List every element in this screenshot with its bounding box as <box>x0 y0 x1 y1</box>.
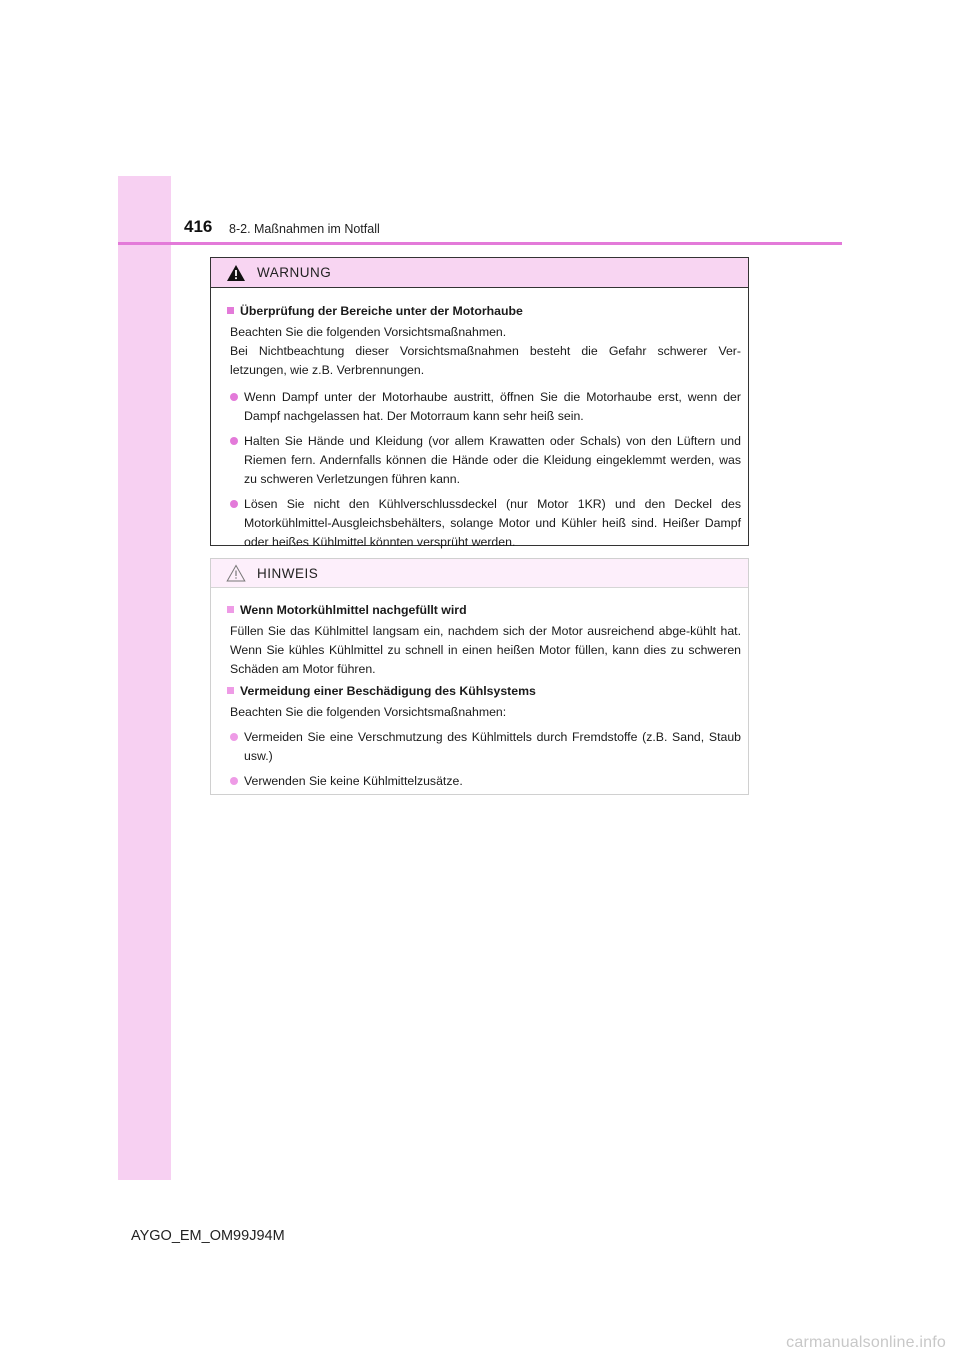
watermark: carmanualsonline.info <box>786 1334 946 1351</box>
section-title: 8-2. Maßnahmen im Notfall <box>229 222 380 236</box>
warning-section-heading <box>227 302 741 321</box>
round-bullet-icon <box>230 777 238 785</box>
square-bullet-icon <box>227 307 234 314</box>
notice-section-text: Füllen Sie das Kühlmittel langsam ein, nachdem sich der Motor ausreichend abge-kühlt hat. Wenn Sie kühles Kühlmittel zu schnell in einen heißen Motor füllen, kann dies zu schweren Schäden am Motor führen. <box>230 624 741 676</box>
warning-box <box>210 257 749 549</box>
notice-bullet-text: Verwenden Sie keine Kühlmittelzusätze. <box>244 774 463 788</box>
warning-bullet-text: Wenn Dampf unter der Motorhaube austritt, öffnen Sie die Motorhaube erst, wenn der Dampf nachgelassen hat. Der Motorraum kann sehr heiß sein. <box>244 390 741 423</box>
notice-bullet <box>230 728 741 766</box>
notice-title: HINWEIS <box>257 565 319 581</box>
warning-section-title: Überprüfung der Bereiche unter der Motorhaube <box>240 304 523 318</box>
warning-bullet-text: Halten Sie Hände und Kleidung (vor allem Krawatten oder Schals) von den Lüftern und Riemen fern. Andernfalls können die Hände oder die Kleidung eingeklemmt werden, was zu schweren Verletzungen führen kann. <box>244 434 741 486</box>
round-bullet-icon <box>230 500 238 508</box>
header-rule <box>118 242 842 245</box>
notice-section-text: Beachten Sie die folgenden Vorsichtsmaßnahmen: <box>230 705 507 719</box>
square-bullet-icon <box>227 606 234 613</box>
chapter-sidebar-tab <box>118 176 171 1180</box>
notice-section-heading <box>227 682 741 701</box>
warning-header <box>211 258 748 288</box>
caution-triangle-outline-icon <box>226 564 246 582</box>
document-code: AYGO_EM_OM99J94M <box>131 1228 285 1244</box>
notice-header <box>211 559 748 588</box>
round-bullet-icon <box>230 437 238 445</box>
warning-body <box>211 288 748 552</box>
notice-bullet <box>230 772 741 791</box>
round-bullet-icon <box>230 733 238 741</box>
notice-body <box>211 588 748 791</box>
warning-title: WARNUNG <box>257 265 332 280</box>
warning-bullet <box>230 388 741 426</box>
notice-section-heading <box>227 601 741 620</box>
warning-intro-line: Bei Nichtbeachtung dieser Vorsichtsmaßnahmen besteht die Gefahr schwerer Ver- <box>230 344 741 358</box>
warning-triangle-icon <box>226 264 246 282</box>
warning-bullet <box>230 495 741 552</box>
warning-intro <box>227 323 741 380</box>
notice-section-title: Wenn Motorkühlmittel nachgefüllt wird <box>240 603 467 617</box>
warning-intro-line: Beachten Sie die folgenden Vorsichtsmaßnahmen. <box>230 325 507 339</box>
notice-bullet-text: Vermeiden Sie eine Verschmutzung des Kühlmittels durch Fremdstoffe (z.B. Sand, Staub usw.) <box>244 730 741 763</box>
notice-box <box>210 558 749 795</box>
warning-bullet <box>230 432 741 489</box>
square-bullet-icon <box>227 687 234 694</box>
round-bullet-icon <box>230 393 238 401</box>
page-number: 416 <box>184 217 213 236</box>
warning-bullet-text: Lösen Sie nicht den Kühlverschlussdeckel (nur Motor 1KR) und den Deckel des Motorkühlmittel-Ausgleichsbehälters, solange Motor und Kühler heiß sind. Heißer Dampf oder heißes Kühlmittel könnten versprüht werden. <box>244 497 741 549</box>
warning-intro-line: letzungen, wie z.B. Verbrennungen. <box>230 363 425 377</box>
notice-section-title: Vermeidung einer Beschädigung des Kühlsystems <box>240 684 536 698</box>
